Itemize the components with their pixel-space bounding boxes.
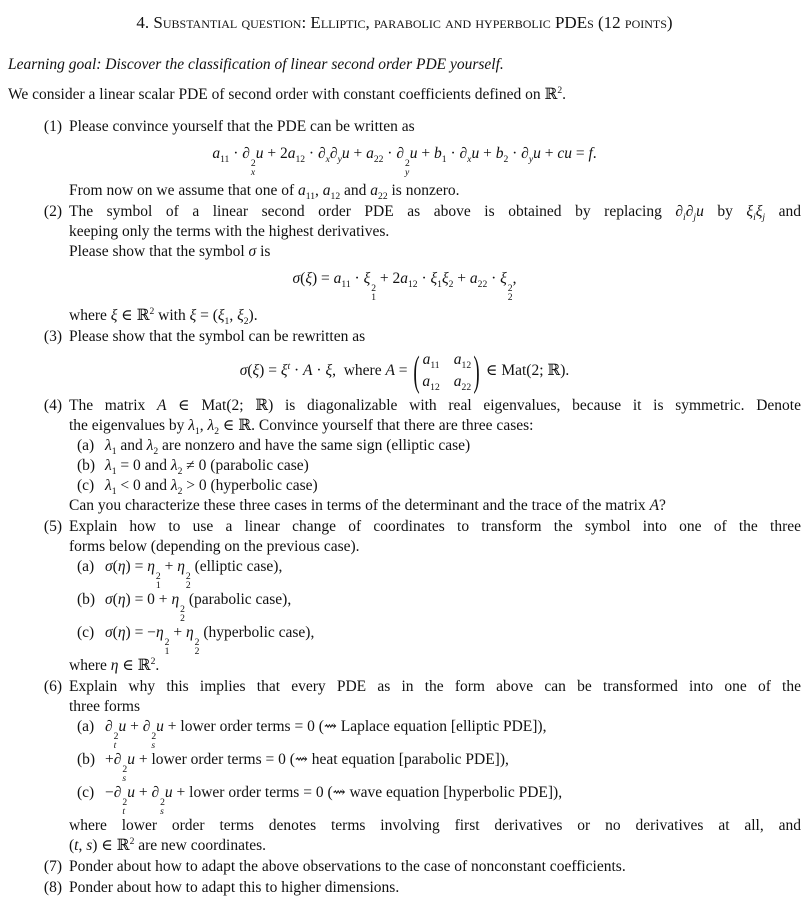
normal-form-hyperbolic: (c) σ(η) = −η 2 1 + η 2 2 (hyperbolic case), bbox=[77, 624, 315, 657]
item-1-lead: Please convince yourself that the PDE can be written as bbox=[69, 118, 415, 135]
list-item-4 bbox=[8, 396, 801, 516]
item-number: (7) bbox=[43, 858, 62, 875]
item-number: (8) bbox=[43, 879, 62, 896]
item-6-line-1: Explain why this implies that every PDE as in the form above can be transformed into one of the bbox=[69, 678, 801, 695]
item-number: (2) bbox=[43, 203, 62, 220]
item-number: (3) bbox=[43, 328, 62, 345]
item-6-after-1: where lower order terms denotes terms involving first derivatives or no derivatives at all, and bbox=[69, 817, 801, 834]
sub-item-label: (b) bbox=[77, 751, 96, 768]
list-item-7 bbox=[8, 857, 801, 877]
sub-item-label: (b) bbox=[77, 591, 96, 608]
item-2-line-1: The symbol of a linear second order PDE as above is obtained by replacing $\partial_i\partial_ju$ by $\xi_i\xi_j$ and bbox=[69, 203, 801, 224]
normal-form-elliptic: (a) σ(η) = η 2 1 + η 2 2 (elliptic case), bbox=[77, 558, 283, 591]
list-item-1 bbox=[8, 117, 801, 201]
learning-goal: Learning goal: Discover the classification of linear second order PDE yourself. bbox=[8, 56, 504, 73]
list-item-6 bbox=[8, 677, 801, 856]
list-item-2 bbox=[8, 202, 801, 326]
sub-item-label: (a) bbox=[77, 437, 95, 454]
matrix-equation-suffix: ∈ Mat(2; ℝ). bbox=[482, 362, 570, 379]
sub-item-label: (a) bbox=[77, 558, 95, 575]
normal-form-parabolic: (b) σ(η) = 0 + η 2 2 (parabolic case), bbox=[77, 591, 292, 624]
item-5-line-1: Explain how to use a linear change of coordinates to transform the symbol into one of the three bbox=[69, 518, 801, 535]
item-4-after: Can you characterize these three cases in terms of the determinant and the trace of the matrix A? bbox=[69, 497, 666, 514]
sub-item-label: (c) bbox=[77, 784, 95, 801]
item-7-lead: Ponder about how to adapt the above observations to the case of nonconstant coefficients. bbox=[69, 858, 626, 875]
list-item-5 bbox=[8, 517, 801, 676]
matrix-cell-22: $a_{22}$ bbox=[453, 373, 472, 394]
item-5-line-2: forms below (depending on the previous case). bbox=[69, 538, 360, 555]
matrix-cell-21: $a_{12}$ bbox=[422, 373, 440, 394]
matrix-paren-right: ) bbox=[473, 347, 480, 395]
item-3-lead: Please show that the symbol can be rewritten as bbox=[69, 328, 366, 345]
item-number: (5) bbox=[43, 518, 62, 535]
item-1-after: From now on we assume that one of $a_{11}$, $a_{12}$ and $a_{22}$ is nonzero. bbox=[69, 182, 460, 203]
item-2-line-2: keeping only the terms with the highest derivatives. bbox=[69, 223, 390, 240]
list-item-3 bbox=[8, 327, 801, 395]
symbol-matrix-equation bbox=[8, 347, 801, 395]
pde-general-form-equation: $a_{11}$ · ∂ 2 x $u + 2a_{12} \cdot \partial_x\partial_yu + a_{22}$ · ∂ 2 y $u + b_1 \cdot \partial_xu + b_2 \cdot \partial_yu$ + cu = f. bbox=[212, 145, 597, 178]
case-elliptic-eigenvalues: (a) $\lambda_1$ and $\lambda_2$ are nonzero and have the same sign (elliptic case) bbox=[77, 437, 471, 458]
item-2-line-3: Please show that the symbol σ is bbox=[69, 243, 271, 260]
sub-item-label: (c) bbox=[77, 624, 95, 641]
case-parabolic-eigenvalues: (b) $\lambda_1 = 0$ and $\lambda_2 \ne 0$ (parabolic case) bbox=[77, 457, 309, 478]
sub-item-label: (b) bbox=[77, 457, 96, 474]
item-4-line-2: the eigenvalues by $\lambda_1$, $\lambda_2$ ∈ ℝ. Convince yourself that there are three cases: bbox=[69, 417, 534, 438]
list-item-8 bbox=[8, 878, 801, 898]
item-6-line-2: three forms bbox=[69, 698, 141, 715]
item-2-after: where ξ ∈ ℝ$^2$ with $\xi = (\xi_1$, $\xi_2$). bbox=[69, 305, 258, 328]
item-6-after-2: (t, s) ∈ ℝ$^2$ are new coordinates. bbox=[69, 835, 267, 854]
matrix-equation-prefix: $\sigma(\xi) = \xi^t \cdot A \cdot \xi$, where A = bbox=[239, 360, 412, 379]
matrix-cell-11: $a_{11}$ bbox=[422, 351, 440, 372]
item-number: (1) bbox=[43, 118, 62, 135]
laplace-equation-form: (a) ∂ 2 t u + ∂ 2 s u + lower order terms = 0 (⇝ Laplace equation [elliptic PDE]), bbox=[77, 718, 547, 751]
matrix-a bbox=[422, 350, 471, 392]
sub-item-label: (c) bbox=[77, 477, 95, 494]
matrix-paren-left: ( bbox=[413, 347, 421, 395]
problem-list bbox=[8, 117, 801, 898]
item-number: (4) bbox=[43, 397, 62, 414]
matrix-cell-12: $a_{12}$ bbox=[453, 351, 472, 372]
heat-equation-form: (b) +∂ 2 s u + lower order terms = 0 (⇝ heat equation [parabolic PDE]), bbox=[77, 751, 509, 784]
sub-item-label: (a) bbox=[77, 718, 95, 735]
item-5-after: where η ∈ ℝ$^2$. bbox=[69, 655, 160, 674]
item-8-lead: Ponder about how to adapt this to higher dimensions. bbox=[69, 879, 400, 896]
item-number: (6) bbox=[43, 678, 62, 695]
wave-equation-form: (c) −∂ 2 t u + ∂ 2 s u + lower order terms = 0 (⇝ wave equation [hyperbolic PDE]), bbox=[77, 784, 563, 817]
case-hyperbolic-eigenvalues: (c) $\lambda_1 < 0$ and $\lambda_2 > 0$ (hyperbolic case) bbox=[77, 477, 318, 498]
page-title: 4. Substantial question: Elliptic, parabolic and hyperbolic PDEs (12 points) bbox=[136, 13, 673, 32]
intro-paragraph: We consider a linear scalar PDE of second order with constant coefficients defined on ℝ$^2$. bbox=[8, 84, 567, 103]
symbol-equation: $\sigma(\xi) = a_{11} \cdot \xi$ 2 1 + $2a_{12} \cdot \xi_1\xi_2 + a_{22} \cdot \xi$ 2 2 , bbox=[292, 270, 517, 303]
item-4-line-1: The matrix A ∈ Mat(2; ℝ) is diagonalizable with real eigenvalues, because it is symmetric. Denote bbox=[69, 397, 801, 414]
